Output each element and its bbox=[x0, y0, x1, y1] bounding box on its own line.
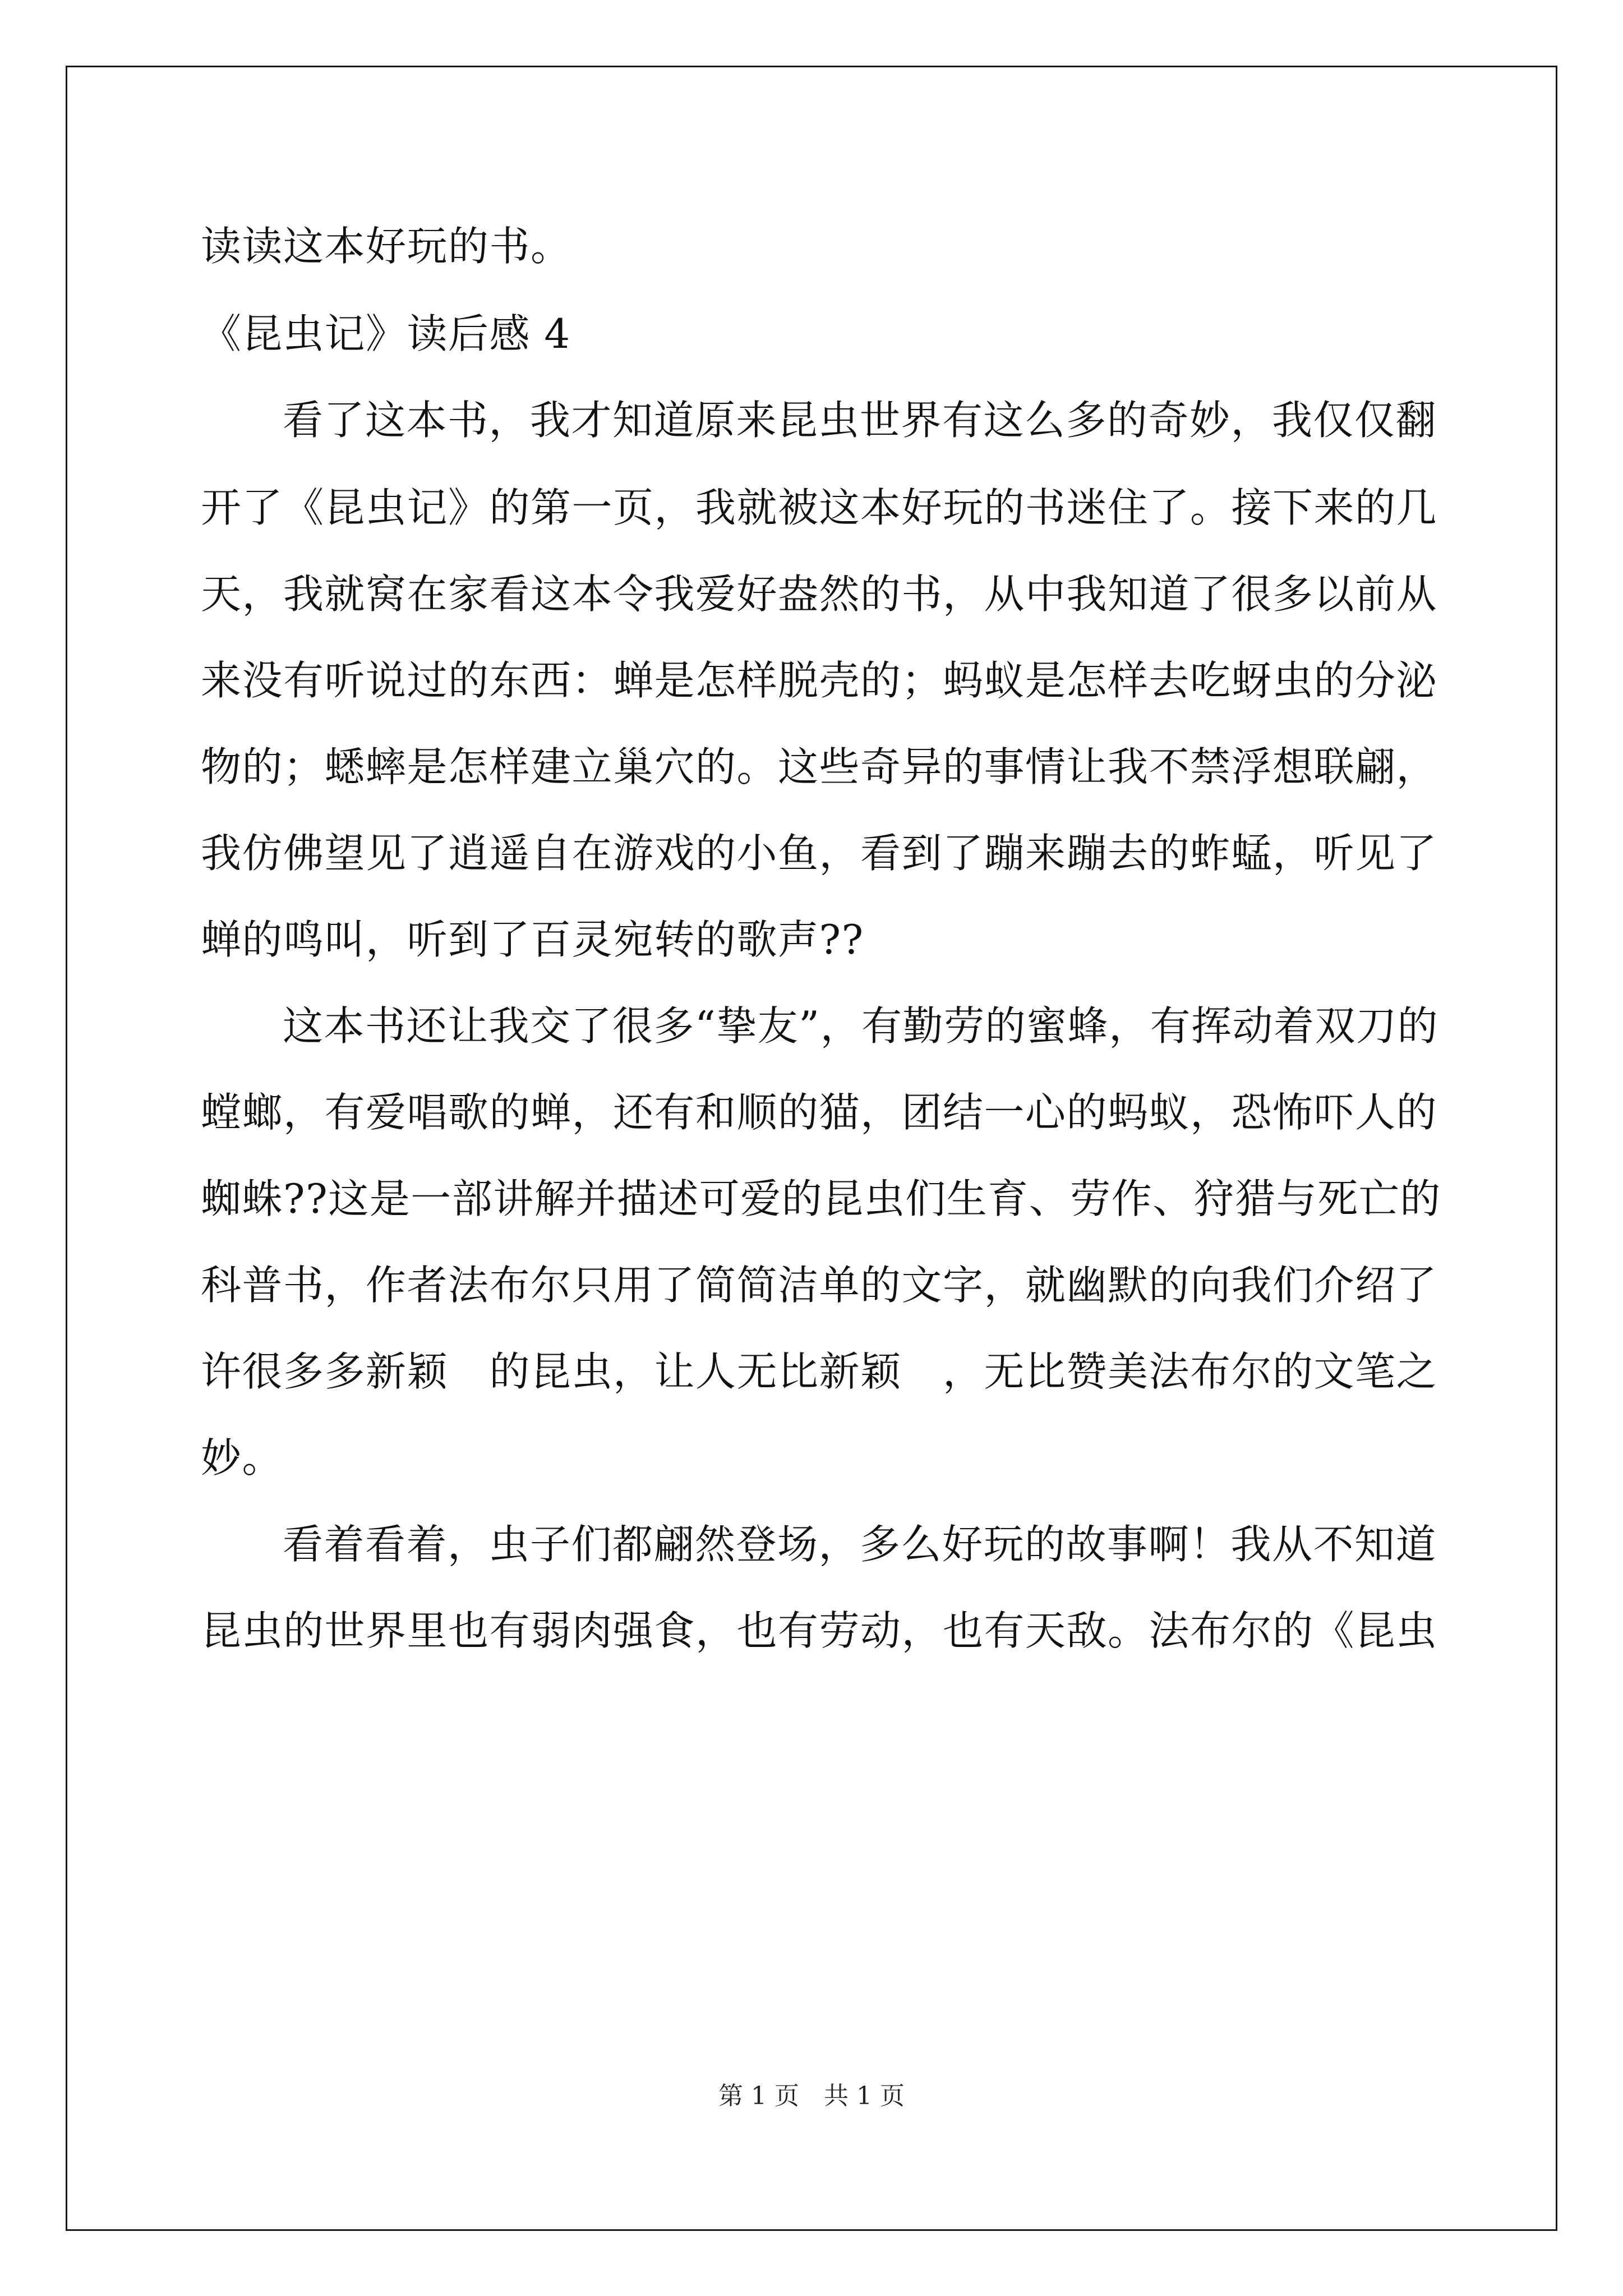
paragraph-line: 蝉的鸣叫，听到了百灵宛转的歌声?? bbox=[201, 916, 864, 963]
paragraph-line: 螳螂，有爱唱歌的蝉，还有和顺的猫，团结一心的蚂蚁，恐怖吓人的 bbox=[201, 1089, 1438, 1136]
page-footer: 第 1 页 共 1 页 bbox=[718, 2082, 905, 2110]
paragraph-line: 妙。 bbox=[201, 1434, 284, 1481]
paragraph-line: 看着看着，虫子们都翩然登场，多么好玩的故事啊！我从不知道 bbox=[283, 1521, 1437, 1568]
paragraph-line: 蜘蛛??这是一部讲解并描述可爱的昆虫们生育、劳作、狩猎与死亡的 bbox=[201, 1175, 1441, 1222]
paragraph-line: 看了这本书，我才知道原来昆虫世界有这么多的奇妙，我仅仅翻 bbox=[283, 397, 1437, 444]
paragraph-line: 天，我就窝在家看这本令我爱好盎然的书，从中我知道了很多以前从 bbox=[201, 570, 1438, 618]
paragraph-line: 许很多多新颖 的昆虫，让人无比新颖 ，无比赞美法布尔的文笔之 bbox=[201, 1348, 1438, 1395]
paragraph-line: 昆虫的世界里也有弱肉强食，也有劳动，也有天敌。法布尔的《昆虫 bbox=[201, 1607, 1438, 1654]
paragraph-line: 来没有听说过的东西：蝉是怎样脱壳的；蚂蚁是怎样去吃蚜虫的分泌 bbox=[201, 657, 1438, 704]
paragraph-line: 物的；蟋蟀是怎样建立巢穴的。这些奇异的事情让我不禁浮想联翩， bbox=[201, 743, 1438, 790]
section-heading: 《昆虫记》读后感 4 bbox=[201, 310, 571, 357]
paragraph-line: 开了《昆虫记》的第一页，我就被这本好玩的书迷住了。接下来的几 bbox=[201, 484, 1438, 531]
paragraph-line: 读读这本好玩的书。 bbox=[201, 223, 572, 270]
paragraph-line: 我仿佛望见了逍遥自在游戏的小鱼，看到了蹦来蹦去的蚱蜢，听见了 bbox=[201, 830, 1438, 877]
paragraph-line: 这本书还让我交了很多“挚友”，有勤劳的蜜蜂，有挥动着双刀的 bbox=[283, 1002, 1439, 1050]
paragraph-line: 科普书，作者法布尔只用了简简洁单的文字，就幽默的向我们介绍了 bbox=[201, 1262, 1438, 1309]
